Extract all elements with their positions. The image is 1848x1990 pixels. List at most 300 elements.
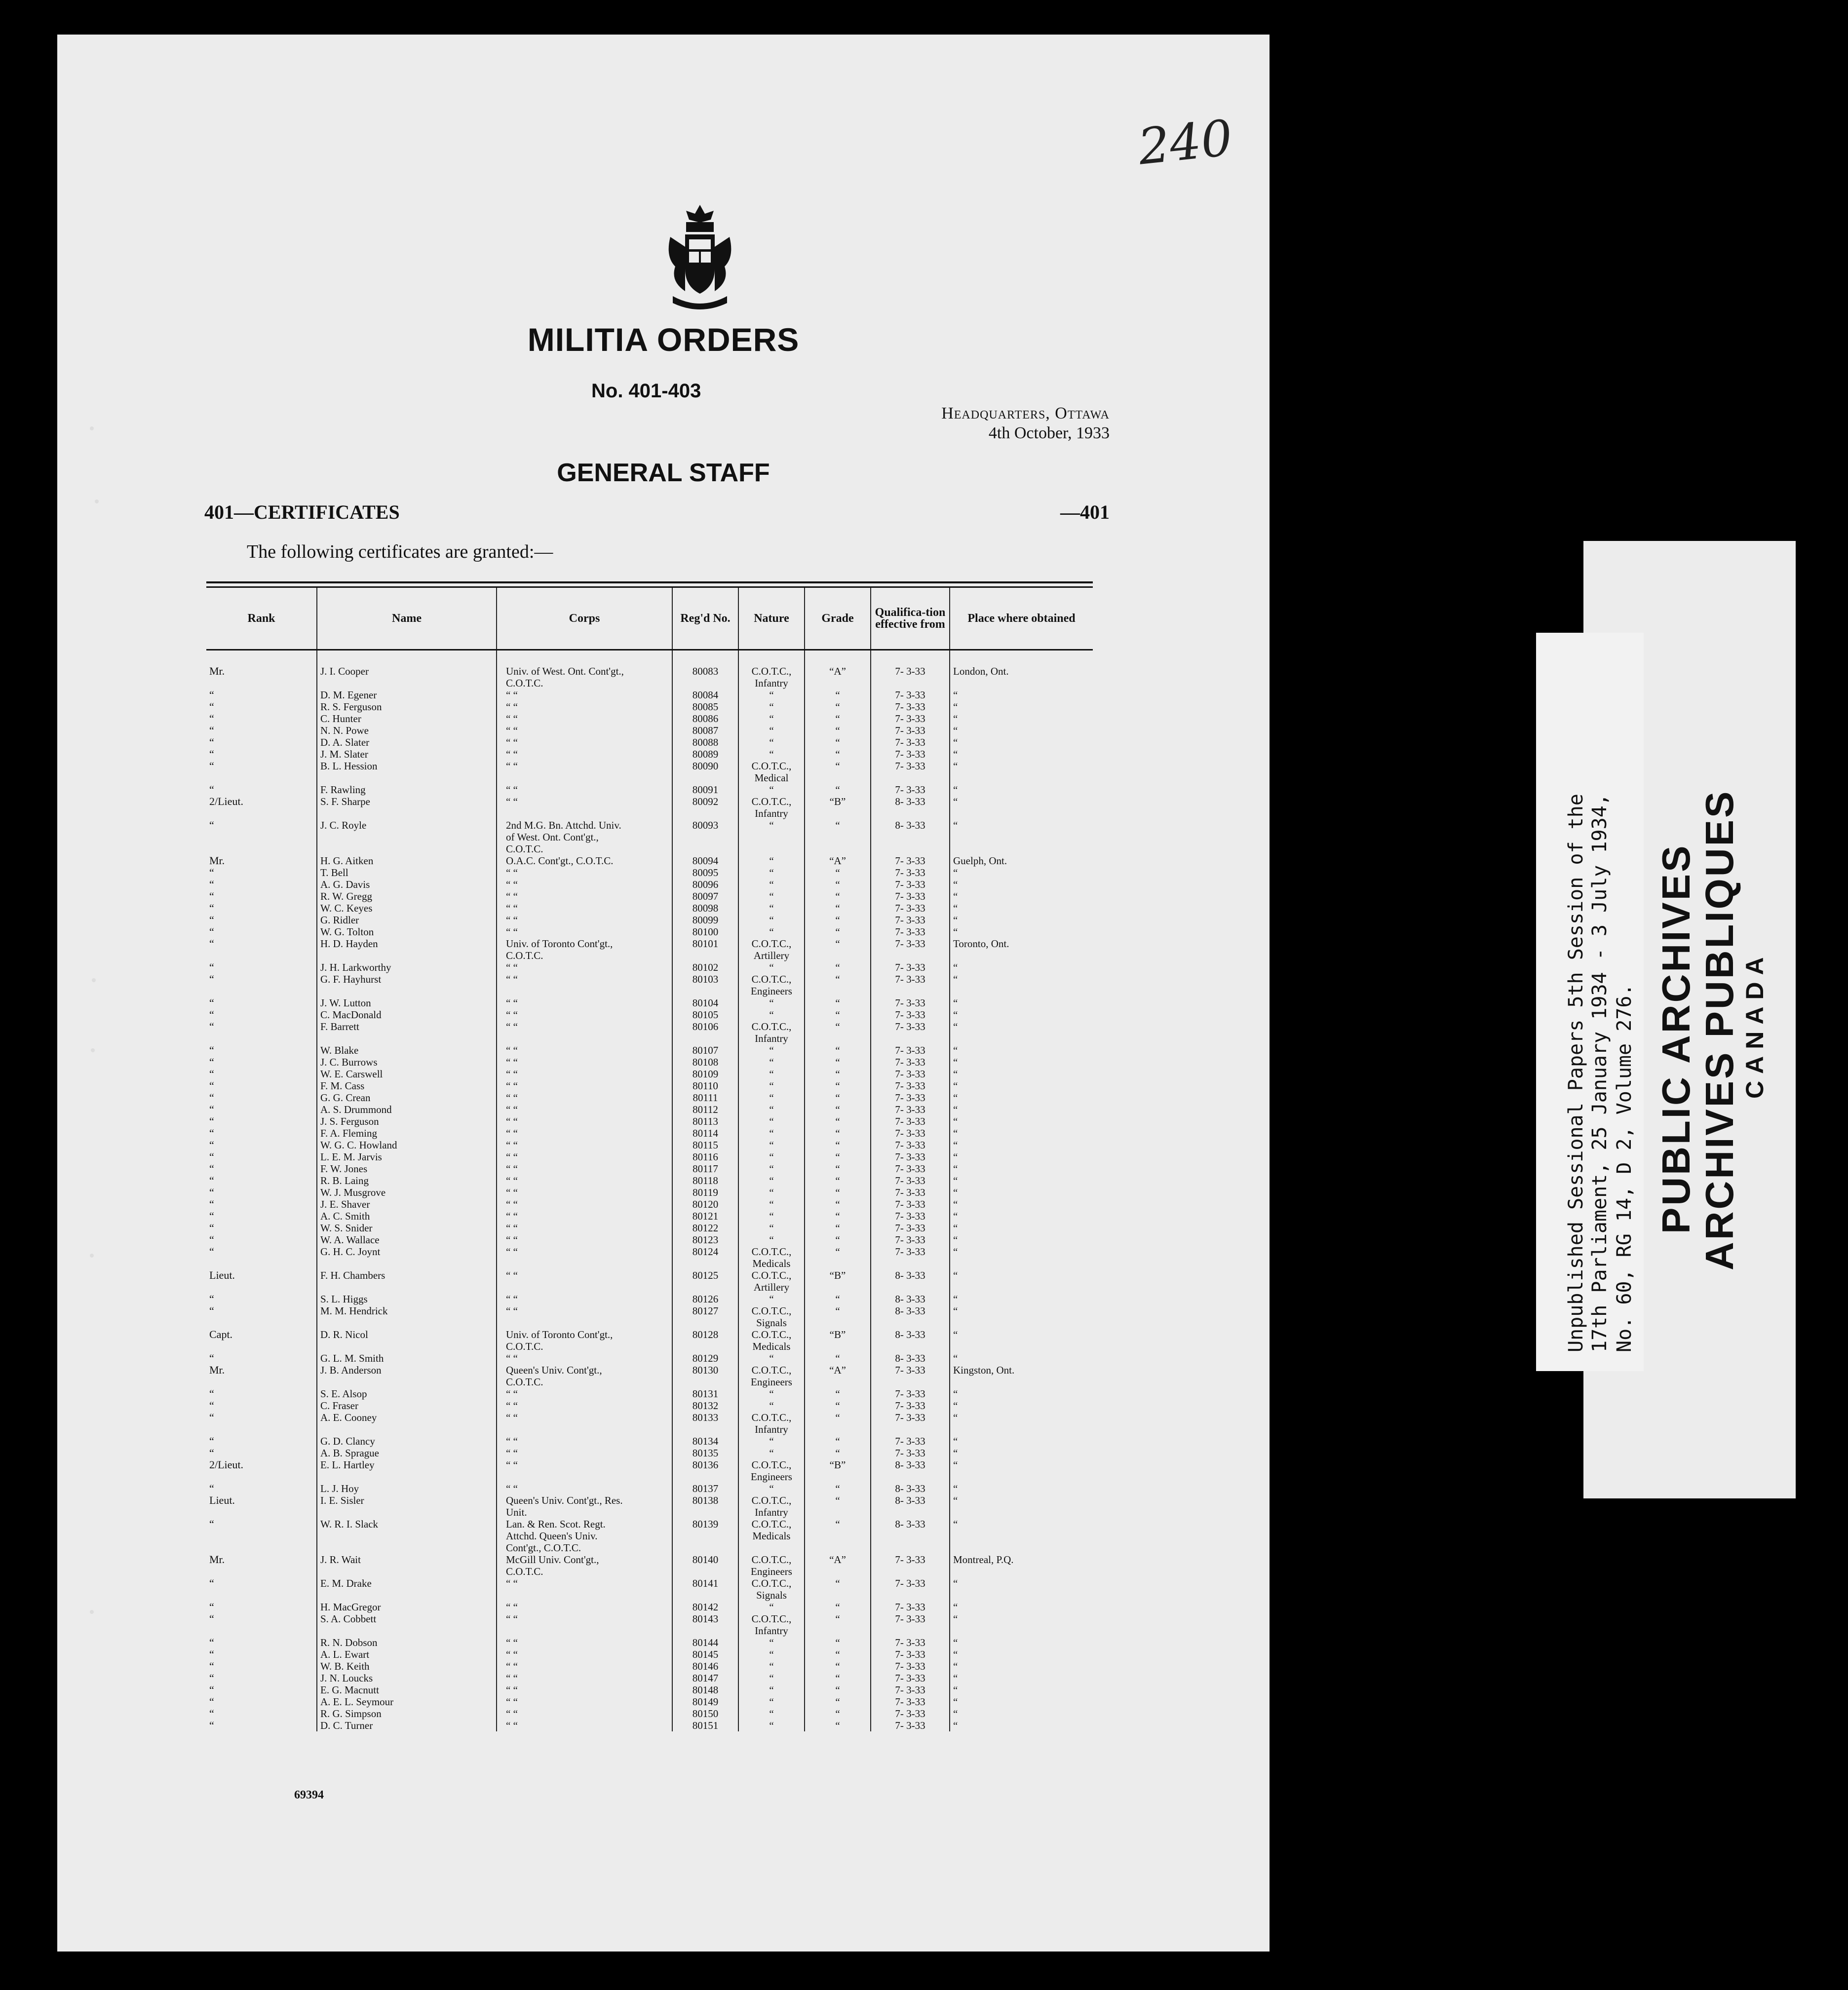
table-row [206, 1009, 1093, 1021]
cell-corps: “ “ [497, 1151, 672, 1163]
cell-regd-no: 80106 [672, 1021, 738, 1044]
cell-name: W. E. Carswell [317, 1068, 497, 1080]
cell-grade: “ [805, 1198, 871, 1210]
cell-name: F. M. Cass [317, 1080, 497, 1092]
cell-effective-from: 7- 3-33 [871, 1637, 950, 1648]
cell-name: W. G. C. Howland [317, 1139, 497, 1151]
table-row [206, 1044, 1093, 1056]
cell-effective-from: 7- 3-33 [871, 1115, 950, 1127]
table-row [206, 1210, 1093, 1222]
cell-name: A. G. Davis [317, 879, 497, 890]
cell-rank: “ [206, 1092, 317, 1104]
cell-place: “ [953, 1388, 958, 1400]
cell-regd-no: 80087 [672, 725, 738, 736]
coat-of-arms-icon [660, 202, 739, 316]
cell-grade: “ [805, 1400, 871, 1412]
cell-rank: Capt. [206, 1329, 317, 1352]
cell-name: G. Ridler [317, 914, 497, 926]
archive-note-line: 17th Parliament, 25 January 1934 - 3 July 1934, [1588, 794, 1611, 1352]
cell-rank: Lieut. [206, 1494, 317, 1518]
cell-grade: “ [805, 760, 871, 784]
cell-place: “ [953, 1459, 958, 1471]
table-row [206, 1601, 1093, 1613]
cell-nature: C.O.T.C., Engineers [738, 1459, 805, 1483]
cell-corps: “ “ [497, 1352, 672, 1364]
table-row [206, 1056, 1093, 1068]
cell-place: “ [953, 736, 958, 748]
cell-place: Guelph, Ont. [953, 855, 1007, 867]
cell-effective-from: 7- 3-33 [871, 760, 950, 784]
cell-place: “ [953, 1044, 958, 1056]
table-row [206, 961, 1093, 973]
cell-rank: “ [206, 890, 317, 902]
cell-place: “ [953, 914, 958, 926]
cell-rank: “ [206, 760, 317, 784]
cell-effective-from: 7- 3-33 [871, 855, 950, 867]
cell-place: “ [953, 784, 958, 796]
table-row [206, 1684, 1093, 1696]
cell-name: H. MacGregor [317, 1601, 497, 1613]
cell-nature: “ [738, 867, 805, 879]
cell-place: “ [953, 1175, 958, 1186]
cell-nature: “ [738, 1352, 805, 1364]
cell-place: “ [953, 902, 958, 914]
cell-effective-from: 7- 3-33 [871, 1104, 950, 1115]
table-row [206, 713, 1093, 725]
cell-effective-from: 7- 3-33 [871, 1577, 950, 1601]
cell-regd-no: 80117 [672, 1163, 738, 1175]
cell-nature: “ [738, 1127, 805, 1139]
cell-name: A. C. Smith [317, 1210, 497, 1222]
table-row [206, 689, 1093, 701]
cell-name: S. E. Alsop [317, 1388, 497, 1400]
cell-nature: “ [738, 1234, 805, 1246]
cell-regd-no: 80151 [672, 1720, 738, 1731]
cell-name: G. G. Crean [317, 1092, 497, 1104]
cell-grade: “ [805, 1696, 871, 1708]
cell-effective-from: 7- 3-33 [871, 748, 950, 760]
cell-grade: “ [805, 1483, 871, 1494]
cell-place: “ [953, 1400, 958, 1412]
cell-name: W. S. Snider [317, 1222, 497, 1234]
cell-nature: “ [738, 1483, 805, 1494]
cell-grade: “A” [805, 1554, 871, 1577]
cell-regd-no: 80112 [672, 1104, 738, 1115]
cell-effective-from: 8- 3-33 [871, 796, 950, 819]
cell-grade: “ [805, 1648, 871, 1660]
table-row [206, 1139, 1093, 1151]
cell-effective-from: 7- 3-33 [871, 1246, 950, 1269]
table-row [206, 1696, 1093, 1708]
table-row [206, 1494, 1093, 1518]
cell-grade: “ [805, 961, 871, 973]
cell-regd-no: 80096 [672, 879, 738, 890]
cell-corps: “ “ [497, 1305, 672, 1329]
cell-corps: “ “ [497, 1210, 672, 1222]
cell-regd-no: 80145 [672, 1648, 738, 1660]
cell-corps: “ “ [497, 1708, 672, 1720]
cell-corps: “ “ [497, 1483, 672, 1494]
table-row [206, 890, 1093, 902]
table-row [206, 725, 1093, 736]
table-row [206, 1080, 1093, 1092]
cell-rank: “ [206, 1518, 317, 1554]
table-row [206, 973, 1093, 997]
cell-name: D. A. Slater [317, 736, 497, 748]
cell-nature: “ [738, 879, 805, 890]
cell-corps: “ “ [497, 961, 672, 973]
cell-nature: C.O.T.C., Engineers [738, 973, 805, 997]
cell-name: L. E. M. Jarvis [317, 1151, 497, 1163]
cell-nature: “ [738, 1044, 805, 1056]
table-row [206, 1021, 1093, 1044]
cell-corps: “ “ [497, 713, 672, 725]
table-row [206, 1518, 1093, 1554]
cell-grade: “ [805, 1435, 871, 1447]
cell-effective-from: 7- 3-33 [871, 725, 950, 736]
cell-place: “ [953, 1068, 958, 1080]
cell-corps: “ “ [497, 879, 672, 890]
archive-stamp-line: ARCHIVES PUBLIQUES [1697, 789, 1741, 1270]
cell-place: “ [953, 1483, 958, 1494]
cell-place: “ [953, 1684, 958, 1696]
cell-regd-no: 80130 [672, 1364, 738, 1388]
cell-regd-no: 80101 [672, 938, 738, 961]
cell-grade: “A” [805, 1364, 871, 1388]
cell-grade: “ [805, 973, 871, 997]
cell-place: “ [953, 1708, 958, 1720]
cell-grade: “ [805, 1447, 871, 1459]
cell-grade: “ [805, 748, 871, 760]
cell-effective-from: 8- 3-33 [871, 1483, 950, 1494]
cell-effective-from: 7- 3-33 [871, 1234, 950, 1246]
cell-nature: “ [738, 1648, 805, 1660]
cell-regd-no: 80136 [672, 1459, 738, 1483]
cell-corps: “ “ [497, 902, 672, 914]
cell-name: S. L. Higgs [317, 1293, 497, 1305]
table-row [206, 1246, 1093, 1269]
cell-name: A. E. L. Seymour [317, 1696, 497, 1708]
cell-grade: “ [805, 1577, 871, 1601]
cell-rank: “ [206, 1104, 317, 1115]
archive-note-line: No. 60, RG 14, D 2, Volume 276. [1613, 984, 1636, 1352]
cell-corps: “ “ [497, 1684, 672, 1696]
section-title: GENERAL STAFF [557, 459, 770, 487]
cell-effective-from: 8- 3-33 [871, 1293, 950, 1305]
cell-effective-from: 7- 3-33 [871, 890, 950, 902]
cell-nature: “ [738, 689, 805, 701]
cell-rank: “ [206, 1210, 317, 1222]
cell-name: W. B. Keith [317, 1660, 497, 1672]
cell-effective-from: 7- 3-33 [871, 1400, 950, 1412]
cell-nature: “ [738, 1708, 805, 1720]
table-row [206, 1412, 1093, 1435]
cell-name: C. Fraser [317, 1400, 497, 1412]
cell-grade: “ [805, 1293, 871, 1305]
cell-place: “ [953, 997, 958, 1009]
cell-corps: “ “ [497, 1139, 672, 1151]
cell-nature: “ [738, 1080, 805, 1092]
cell-nature: C.O.T.C., Artillery [738, 1269, 805, 1293]
cell-nature: “ [738, 1720, 805, 1731]
col-header-corps: Corps [497, 588, 672, 650]
cell-place: “ [953, 1518, 958, 1530]
table-row [206, 1483, 1093, 1494]
cell-nature: “ [738, 748, 805, 760]
cell-regd-no: 80085 [672, 701, 738, 713]
cell-name: J. N. Loucks [317, 1672, 497, 1684]
cell-corps: Lan. & Ren. Scot. Regt. Attchd. Queen's Univ. Cont'gt., C.O.T.C. [497, 1518, 672, 1554]
handwritten-page-number: 240 [1135, 109, 1235, 176]
col-header-nature: Nature [738, 588, 805, 650]
cell-rank: “ [206, 1412, 317, 1435]
cell-nature: “ [738, 914, 805, 926]
cell-name: J. H. Larkworthy [317, 961, 497, 973]
cell-name: J. C. Burrows [317, 1056, 497, 1068]
cell-regd-no: 80121 [672, 1210, 738, 1222]
cell-grade: “ [805, 1637, 871, 1648]
cell-regd-no: 80092 [672, 796, 738, 819]
table-row [206, 1577, 1093, 1601]
cell-nature: C.O.T.C., Signals [738, 1577, 805, 1601]
cell-corps: “ “ [497, 725, 672, 736]
cell-corps: “ “ [497, 914, 672, 926]
cell-corps: “ “ [497, 1637, 672, 1648]
cell-corps: “ “ [497, 1021, 672, 1044]
cell-place: “ [953, 879, 958, 890]
cell-nature: “ [738, 736, 805, 748]
cell-effective-from: 7- 3-33 [871, 1009, 950, 1021]
table-row [206, 1068, 1093, 1080]
cell-place: “ [953, 725, 958, 736]
cell-rank: “ [206, 938, 317, 961]
cell-nature: “ [738, 1660, 805, 1672]
cell-effective-from: 7- 3-33 [871, 1364, 950, 1388]
cell-place: “ [953, 1435, 958, 1447]
cell-rank: “ [206, 1648, 317, 1660]
cell-corps: “ “ [497, 1459, 672, 1483]
cell-regd-no: 80100 [672, 926, 738, 938]
cell-effective-from: 7- 3-33 [871, 1186, 950, 1198]
cell-nature: C.O.T.C., Medicals [738, 1246, 805, 1269]
cell-regd-no: 80129 [672, 1352, 738, 1364]
cell-effective-from: 7- 3-33 [871, 1068, 950, 1080]
cell-rank: Mr. [206, 650, 317, 689]
cell-nature: C.O.T.C., Infantry [738, 1494, 805, 1518]
cell-rank: “ [206, 1720, 317, 1731]
cell-place: Kingston, Ont. [953, 1364, 1015, 1376]
cell-effective-from: 8- 3-33 [871, 1329, 950, 1352]
cell-effective-from: 7- 3-33 [871, 1139, 950, 1151]
cell-name: J. R. Wait [317, 1554, 497, 1577]
cell-corps: “ “ [497, 1696, 672, 1708]
table-row [206, 1269, 1093, 1293]
cell-place: “ [953, 1672, 958, 1684]
cell-corps: “ “ [497, 1222, 672, 1234]
cell-nature: C.O.T.C., Signals [738, 1305, 805, 1329]
cell-regd-no: 80139 [672, 1518, 738, 1554]
cell-regd-no: 80110 [672, 1080, 738, 1092]
cell-regd-no: 80123 [672, 1234, 738, 1246]
cell-grade: “ [805, 1660, 871, 1672]
cell-rank: “ [206, 1400, 317, 1412]
cell-rank: “ [206, 867, 317, 879]
cell-rank: “ [206, 1234, 317, 1246]
cell-rank: “ [206, 926, 317, 938]
cell-nature: C.O.T.C., Medical [738, 760, 805, 784]
cell-name: D. R. Nicol [317, 1329, 497, 1352]
table-row [206, 914, 1093, 926]
scan-speck [91, 1048, 95, 1052]
cell-place: “ [953, 1234, 958, 1246]
cell-rank: “ [206, 1305, 317, 1329]
cell-corps: “ “ [497, 1412, 672, 1435]
cell-rank: “ [206, 736, 317, 748]
cell-place: “ [953, 1186, 958, 1198]
cell-rank: “ [206, 1696, 317, 1708]
cell-corps: “ “ [497, 1577, 672, 1601]
cell-effective-from: 8- 3-33 [871, 1269, 950, 1293]
cell-regd-no: 80105 [672, 1009, 738, 1021]
cell-rank: “ [206, 1447, 317, 1459]
cell-regd-no: 80103 [672, 973, 738, 997]
cell-place: “ [953, 1139, 958, 1151]
cell-rank: “ [206, 689, 317, 701]
cell-nature: “ [738, 1447, 805, 1459]
cell-nature: C.O.T.C., Medicals [738, 1518, 805, 1554]
cell-name: J. I. Cooper [317, 650, 497, 689]
cell-nature: “ [738, 1104, 805, 1115]
cell-rank: “ [206, 1483, 317, 1494]
cell-rank: “ [206, 713, 317, 725]
cell-corps: “ “ [497, 1056, 672, 1068]
cell-rank: Lieut. [206, 1269, 317, 1293]
cell-rank: “ [206, 902, 317, 914]
cell-effective-from: 7- 3-33 [871, 1601, 950, 1613]
cell-effective-from: 8- 3-33 [871, 819, 950, 855]
cell-place: “ [953, 1009, 958, 1021]
cell-regd-no: 80120 [672, 1198, 738, 1210]
cell-grade: “B” [805, 796, 871, 819]
cell-nature: “ [738, 1198, 805, 1210]
table-row [206, 1115, 1093, 1127]
cell-rank: “ [206, 784, 317, 796]
cell-grade: “ [805, 1068, 871, 1080]
cell-regd-no: 80089 [672, 748, 738, 760]
cell-regd-no: 80125 [672, 1269, 738, 1293]
cell-regd-no: 80142 [672, 1601, 738, 1613]
cell-corps: Univ. of Toronto Cont'gt., C.O.T.C. [497, 938, 672, 961]
cell-rank: “ [206, 1044, 317, 1056]
cell-rank: “ [206, 997, 317, 1009]
cell-corps: “ “ [497, 760, 672, 784]
table-row [206, 1388, 1093, 1400]
cell-regd-no: 80148 [672, 1684, 738, 1696]
headquarters-dateline [941, 404, 1110, 443]
cell-corps: “ “ [497, 1234, 672, 1246]
cell-regd-no: 80126 [672, 1293, 738, 1305]
cell-regd-no: 80132 [672, 1400, 738, 1412]
section-heading: 401—CERTIFICATES [204, 501, 400, 523]
cell-name: D. C. Turner [317, 1720, 497, 1731]
cell-grade: “ [805, 1222, 871, 1234]
cell-grade: “ [805, 1021, 871, 1044]
cell-corps: “ “ [497, 1198, 672, 1210]
cell-rank: “ [206, 1009, 317, 1021]
cell-grade: “ [805, 938, 871, 961]
cell-nature: C.O.T.C., Infantry [738, 650, 805, 689]
cell-corps: Queen's Univ. Cont'gt., C.O.T.C. [497, 1364, 672, 1388]
archive-stamp-line: CANADA [1741, 950, 1769, 1099]
hq-date: 4th October, 1933 [988, 424, 1110, 442]
cell-regd-no: 80116 [672, 1151, 738, 1163]
table-row [206, 1435, 1093, 1447]
cell-regd-no: 80143 [672, 1613, 738, 1637]
table-row [206, 1613, 1093, 1637]
cell-rank: “ [206, 1637, 317, 1648]
cell-regd-no: 80119 [672, 1186, 738, 1198]
table-row [206, 1459, 1093, 1483]
cell-grade: “ [805, 1139, 871, 1151]
cell-rank: “ [206, 1198, 317, 1210]
cell-place: “ [953, 1210, 958, 1222]
cell-grade: “B” [805, 1329, 871, 1352]
cell-rank: “ [206, 1021, 317, 1044]
cell-place: “ [953, 819, 958, 831]
cell-place: “ [953, 796, 958, 807]
table-row [206, 1648, 1093, 1660]
cell-place: London, Ont. [953, 665, 1009, 677]
cell-place: “ [953, 1660, 958, 1672]
cell-regd-no: 80124 [672, 1246, 738, 1269]
cell-nature: “ [738, 1400, 805, 1412]
cell-effective-from: 7- 3-33 [871, 1163, 950, 1175]
table-row [206, 867, 1093, 879]
cell-corps: Univ. of West. Ont. Cont'gt., C.O.T.C. [497, 650, 672, 689]
cell-grade: “ [805, 926, 871, 938]
cell-name: F. Barrett [317, 1021, 497, 1044]
cell-nature: “ [738, 1056, 805, 1068]
cell-effective-from: 7- 3-33 [871, 1198, 950, 1210]
cell-rank: “ [206, 1601, 317, 1613]
cell-name: W. J. Musgrove [317, 1186, 497, 1198]
table-row [206, 784, 1093, 796]
cell-name: R. S. Ferguson [317, 701, 497, 713]
cell-nature: C.O.T.C., Medicals [738, 1329, 805, 1352]
cell-regd-no: 80137 [672, 1483, 738, 1494]
cell-corps: “ “ [497, 1115, 672, 1127]
cell-name: G. D. Clancy [317, 1435, 497, 1447]
table-row [206, 1175, 1093, 1186]
cell-rank: “ [206, 1163, 317, 1175]
cell-corps: “ “ [497, 796, 672, 819]
cell-regd-no: 80095 [672, 867, 738, 879]
cell-grade: “ [805, 1151, 871, 1163]
cell-rank: “ [206, 1352, 317, 1364]
cell-corps: “ “ [497, 689, 672, 701]
cell-place: “ [953, 1329, 958, 1340]
cell-grade: “ [805, 1352, 871, 1364]
certificates-table [206, 581, 1093, 1731]
cell-corps: “ “ [497, 1672, 672, 1684]
cell-regd-no: 80118 [672, 1175, 738, 1186]
cell-corps: McGill Univ. Cont'gt., C.O.T.C. [497, 1554, 672, 1577]
cell-corps: “ “ [497, 1269, 672, 1293]
cell-rank: Mr. [206, 855, 317, 867]
cell-place: “ [953, 689, 958, 701]
cell-regd-no: 80109 [672, 1068, 738, 1080]
cell-grade: “ [805, 1708, 871, 1720]
